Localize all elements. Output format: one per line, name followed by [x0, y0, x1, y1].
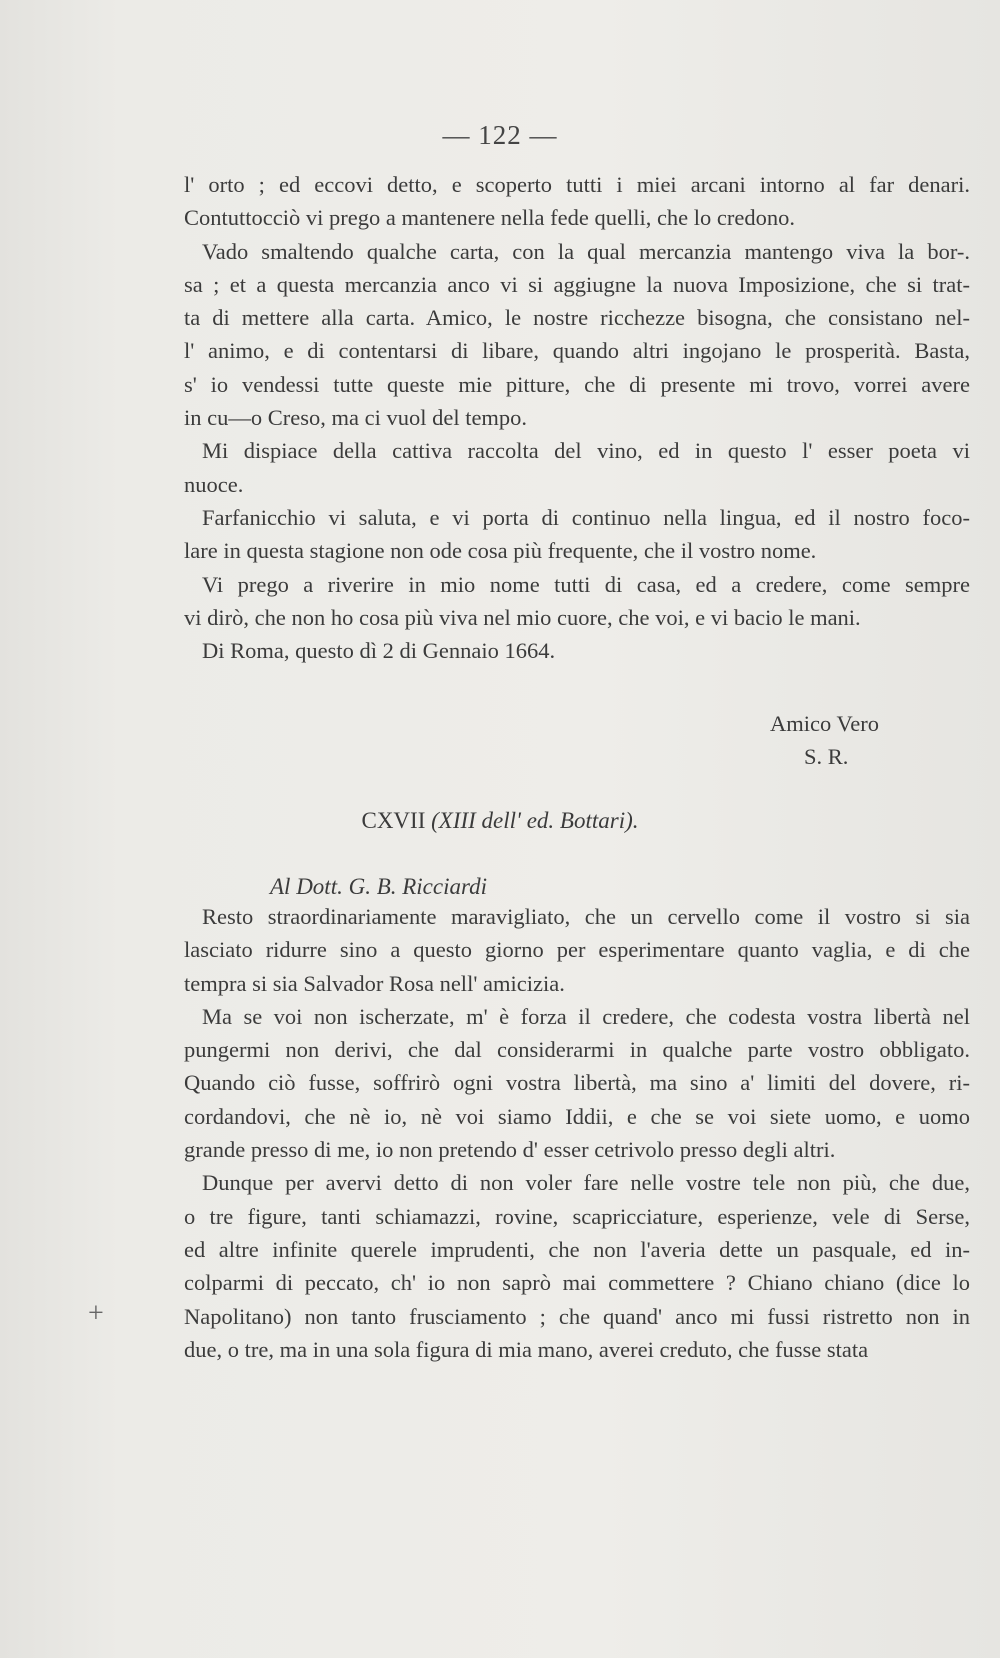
text-line: Di Roma, questo dì 2 di Gennaio 1664. — [202, 638, 556, 664]
letter-body-top — [184, 168, 970, 667]
text-line: vi dirò, che non ho cosa più viva nel mio cuore, che voi, e vi bacio le mani. — [184, 604, 861, 630]
text-line: pungermi non derivi, che dal considerarmi in qualche parte vostro obbligato. — [184, 1037, 970, 1063]
text-line: Vado smaltendo qualche carta, con la qual mercanzia mantengo viva la bor-. — [202, 238, 970, 264]
text-line: Napolitano) non tanto frusciamento ; che quand' anco mi fussi ristretto non in — [184, 1303, 970, 1329]
text-line: in cu—o Creso, ma ci vuol del tempo. — [184, 405, 528, 431]
text-line: Quando ciò fusse, soffrirò ogni vostra libertà, ma sino a' limiti del dovere, ri- — [184, 1070, 970, 1096]
letter-edition-note: (XIII dell' ed. Bottari). — [431, 808, 639, 833]
text-line: lasciato ridurre sino a questo giorno per esperimentare quanto vaglia, e di che — [184, 937, 970, 963]
text-line: tempra si sia Salvador Rosa nell' amicizia. — [184, 970, 565, 996]
page-number: — 122 — — [442, 120, 558, 150]
text-line: s' io vendessi tutte queste mie pitture, che di presente mi trovo, vorrei avere — [184, 371, 970, 397]
text-line: Dunque per avervi detto di non voler fare nelle vostre tele non più, che due, — [202, 1170, 970, 1196]
signature-line-1: Amico Vero — [770, 711, 879, 736]
letter-addressee: Al Dott. G. B. Ricciardi — [270, 874, 487, 899]
text-line: Contuttocciò vi prego a mantenere nella fede quelli, che lo credono. — [184, 205, 796, 231]
text-line: ta di mettere alla carta. Amico, le nostre ricchezze bisogna, che consistano nel- — [184, 305, 970, 331]
signature-line-2: S. R. — [804, 744, 849, 769]
text-line: Vi prego a riverire in mio nome tutti di casa, ed a credere, come sempre — [202, 571, 970, 597]
paragraph — [184, 1166, 970, 1366]
letter-number: CXVII — [361, 808, 426, 833]
text-line: l' animo, e di contentarsi di libare, quando altri ingojano le prosperità. Basta, — [184, 338, 970, 364]
paragraph — [184, 168, 970, 235]
paragraph — [184, 501, 970, 568]
paragraph — [184, 434, 970, 501]
letter-body-bottom — [184, 900, 970, 1366]
paragraph — [184, 1000, 970, 1166]
paragraph — [184, 235, 970, 435]
margin-cross-mark: + — [88, 1298, 104, 1329]
text-line: sa ; et a questa mercanzia anco vi si aggiugne la nuova Imposizione, che si trat- — [184, 271, 970, 297]
text-line: lare in questa stagione non ode cosa più frequente, che il vostro nome. — [184, 538, 817, 564]
text-line: ed altre infinite querele imprudenti, che non l'averia dette un pasquale, ed in- — [184, 1236, 970, 1262]
text-line: Ma se voi non ischerzate, m' è forza il credere, che codesta vostra libertà nel — [202, 1003, 970, 1029]
paragraph — [184, 568, 970, 635]
text-line: nuoce. — [184, 471, 244, 497]
letter-heading — [0, 808, 1000, 834]
text-line: Farfanicchio vi saluta, e vi porta di continuo nella lingua, ed il nostro foco- — [202, 504, 970, 530]
text-line: o tre figure, tanti schiamazzi, rovine, scapricciature, esperienze, vele di Serse, — [184, 1203, 970, 1229]
paragraph — [184, 900, 970, 1000]
text-line: Mi dispiace della cattiva raccolta del vino, ed in questo l' esser poeta vi — [202, 438, 970, 464]
text-line: colparmi di peccato, ch' io non saprò mai commettere ? Chiano chiano (dice lo — [184, 1270, 970, 1296]
text-line: due, o tre, ma in una sola figura di mia mano, averei creduto, che fusse stata — [184, 1336, 869, 1362]
text-line: Resto straordinariamente maravigliato, che un cervello come il vostro si sia — [202, 904, 970, 929]
text-line: cordandovi, che nè io, nè voi siamo Iddii, e che se voi siete uomo, e uomo — [184, 1103, 970, 1129]
text-line: l' orto ; ed eccovi detto, e scoperto tutti i miei arcani intorno al far denari. — [184, 172, 970, 197]
paragraph — [184, 634, 970, 667]
text-line: grande presso di me, io non pretendo d' esser cetrivolo presso degli altri. — [184, 1137, 836, 1163]
